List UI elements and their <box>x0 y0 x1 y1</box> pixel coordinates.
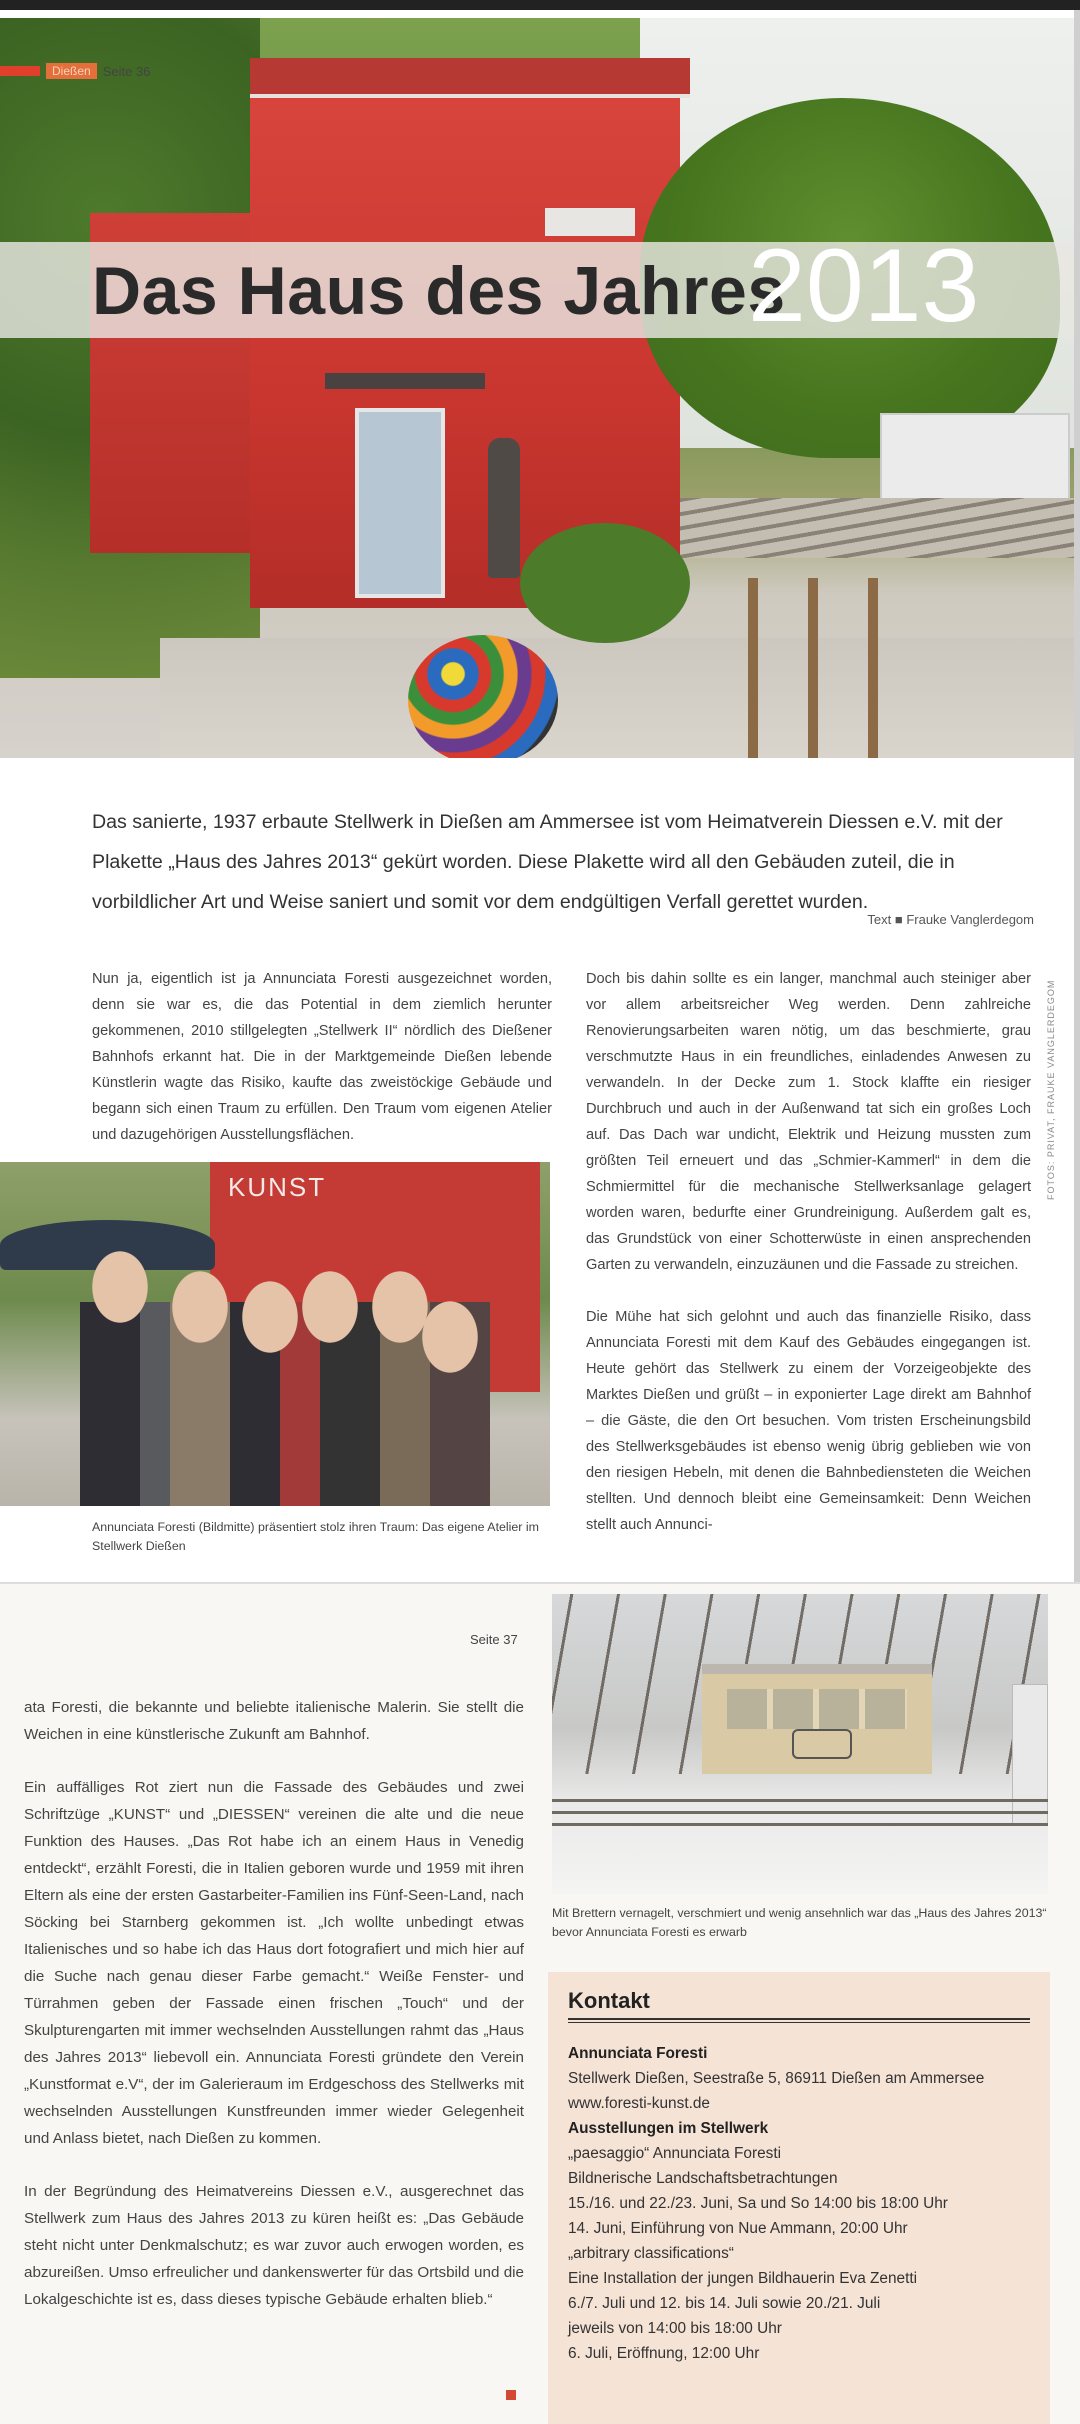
kontakt-line: 6. Juli, Eröffnung, 12:00 Uhr <box>568 2345 760 2362</box>
hero-door-canopy <box>325 373 485 389</box>
kicker-section: Dießen <box>46 63 97 79</box>
photo-credit-vertical: FOTOS: PRIVAT, FRAUKE VANGLERDEGOM <box>1046 979 1056 1200</box>
winter-photo-graffiti <box>792 1729 852 1759</box>
title-year: 2013 <box>748 228 980 344</box>
article-end-mark <box>506 2390 516 2400</box>
kontakt-lines <box>568 2041 1030 2366</box>
article-paragraph: In der Begründung des Heimatvereins Diessen e.V., ausgerechnet das Stellwerk zum Haus des Jahres 2013 zu küren heißt es: „Das Gebäude steht nicht unter Denkmalschutz; es war zuvor auch erwogen worden, es abzureißen. Umso erfreulicher und dankenswerter für das Ortsbild und die Lokalgeschichte ist es, dass dieses typische Gebäude erhalten blieb.“ <box>24 2183 524 2308</box>
hero-fence <box>748 578 878 758</box>
hero-roof <box>250 58 690 98</box>
page-kicker <box>0 62 150 80</box>
kicker-page-number: Seite 36 <box>102 63 151 79</box>
magazine-page-37 <box>0 1582 1080 2424</box>
scan-edge <box>1074 10 1080 1582</box>
author-credit <box>867 912 1034 927</box>
kontakt-line: 6./7. Juli und 12. bis 14. Juli sowie 20./21. Juli <box>568 2295 881 2312</box>
kontakt-box <box>548 1972 1050 2424</box>
article-paragraph: ata Foresti, die bekannte und beliebte italienische Malerin. Sie stellt die Weichen in eine künstlerische Zukunft am Bahnhof. <box>24 1699 524 1743</box>
hero-bush <box>520 523 690 643</box>
intro-paragraph: Das sanierte, 1937 erbaute Stellwerk in Dießen am Ammersee ist vom Heimatverein Diessen e.V. mit der Plakette „Haus des Jahres 2013“ gekürt worden. Diese Plakette wird all den Gebäuden zuteil, die in vorbildlicher Art und Weise saniert und somit vor dem endgültigen Verfall gerettet wurden. <box>92 811 1003 913</box>
article-column-2 <box>586 966 1031 1564</box>
kontakt-line: www.foresti-kunst.de <box>568 2095 710 2112</box>
author-credit-text: Text ■ Frauke Vanglerdegom <box>867 912 1034 927</box>
winter-photo-rails <box>552 1799 1048 1827</box>
article-paragraph: Doch bis dahin sollte es ein langer, manchmal auch steiniger aber vor allem arbeitsreicher Weg werden. Denn zahlreiche Renovierungsarbeiten waren nötig, um das beschmierte, grau verschmutzte Haus in ein freundliches, einladendes Anwesen zu verwandeln. In der Decke zum 1. Stock klaffte ein riesiger Durchbruch und auch in der Außenwand tat sich ein großes Loch auf. Das Dach war undicht, Elektrik und Heizung mussten zum größten Teil erneuert und das „Schmier-Kammerl“ in dem die Schmiermittel für die mechanische Stellwerksanlage gelagert worden waren, bedurfte einer Grundreinigung. Außerdem galt es, das Grundstück von einer Schotterwüste in einen ansprechenden Garten zu verwandeln, einzuzäunen und die Fassade zu streichen. <box>586 971 1031 1273</box>
group-photo <box>0 1162 550 1506</box>
group-photo-sign: KUNST <box>228 1172 327 1202</box>
kontakt-line: Annunciata Foresti <box>568 2045 708 2062</box>
winter-photo-stellwerk <box>552 1594 1048 1894</box>
kontakt-line: Bildnerische Landschaftsbetrachtungen <box>568 2170 838 2187</box>
group-photo-people-faces <box>80 1247 480 1506</box>
article-column-1 <box>92 966 552 1174</box>
article-paragraph: Ein auffälliges Rot ziert nun die Fassade des Gebäudes und zwei Schriftzüge „KUNST“ und „DIESSEN“ vereinen die alte und die neue Funktion des Hauses. „Das Rot habe ich an einem Haus in Venedig entdeckt“, erzählt Foresti, die in Italien geboren wurde und 1959 mit ihren Eltern als eine der ersten Gastarbeiter-Familien ins Fünf-Seen-Land, nach Söcking bei Starnberg gekommen ist. „Ich wollte unbedingt etwas Italienisches und so habe ich das Haus dort fotografiert und mich hier auf die Suche nach genau dieser Farbe gemacht.“ Weiße Fenster- und Türrahmen geben der Fassade einen frischen „Touch“ und der Skulpturengarten mit immer wechselnden Ausstellungen rahmt das „Haus des Jahres 2013“ liebevoll ein. Annunciata Foresti gründete den Verein „Kunstformat e.V“, der im Galerieraum im Erdgeschoss des Stellwerks mit wechselnden Ausstellungen Kunstfreunden immer wieder Gelegenheit und Anlass bietet, nach Dießen zu kommen. <box>24 1779 524 2147</box>
kontakt-line: jeweils von 14:00 bis 18:00 Uhr <box>568 2320 782 2337</box>
hero-statue <box>488 438 520 578</box>
hero-window <box>545 208 635 236</box>
article-paragraph: Die Mühe hat sich gelohnt und auch das finanzielle Risiko, dass Annunciata Foresti mit dem Kauf des Gebäudes eingegangen ist. Heute gehört das Stellwerk zu einem der Vorzeigeobjekte des Marktes Dießen und grüßt – in exponierter Lage direkt am Bahnhof – die Gäste, die den Ort besuchen. Vom tristen Erscheinungsbild des Stellwerksgebäudes ist ebenso wenig übrig geblieben wie von den riesigen Hebeln, mit denen die Bahnbediensteten die Weichen stellten. Und dennoch bleibt eine Gemeinsamkeit: Denn Weichen stellt auch Annunci- <box>586 1309 1031 1533</box>
kontakt-rule <box>568 2022 1030 2023</box>
kontakt-line: „arbitrary classifications“ <box>568 2245 734 2262</box>
kontakt-line: Eine Installation der jungen Bildhauerin Eva Zenetti <box>568 2270 918 2287</box>
hero-photo-stellwerk <box>0 18 1076 758</box>
article-paragraph: Nun ja, eigentlich ist ja Annunciata Foresti ausgezeichnet worden, denn sie war es, die das Potential in dem ziemlich herunter gekommenen, 2010 stillgelegten „Stellwerk II“ nördlich des Dießener Bahnhofs erkannt hat. Die in der Marktgemeinde Dießen lebende Künstlerin wagte das Risiko, kaufte das zweistöckige Gebäude und begann sich einen Traum zu erfüllen. Den Traum vom eigenen Atelier und dazugehörigen Ausstellungsflächen. <box>92 971 552 1143</box>
page-number: Seite 37 <box>470 1632 518 1647</box>
kontakt-line: Stellwerk Dießen, Seestraße 5, 86911 Dießen am Ammersee <box>568 2070 985 2087</box>
hero-gravel <box>160 638 1076 758</box>
winter-photo-caption: Mit Brettern vernagelt, verschmiert und wenig ansehnlich war das „Haus des Jahres 2013“ bevor Annunciata Foresti es erwarb <box>552 1906 1047 1939</box>
kicker-red-bar <box>0 66 40 76</box>
hero-tracks <box>680 498 1076 558</box>
kontakt-line: 14. Juni, Einführung von Nue Ammann, 20:00 Uhr <box>568 2220 908 2237</box>
hero-mosaic-ball <box>408 635 558 758</box>
kontakt-line: „paesaggio“ Annunciata Foresti <box>568 2145 782 2162</box>
group-photo-caption: Annunciata Foresti (Bildmitte) präsentiert stolz ihren Traum: Das eigene Atelier im Stellwerk Dießen <box>92 1520 539 1553</box>
kontakt-line: Ausstellungen im Stellwerk <box>568 2120 769 2137</box>
kontakt-heading: Kontakt <box>568 1988 1030 2020</box>
page-title: Das Haus des Jahres <box>92 253 786 329</box>
article-column-3 <box>24 1694 524 2339</box>
winter-photo-boarded-windows <box>727 1689 907 1729</box>
hero-door <box>355 408 445 598</box>
kontakt-line: 15./16. und 22./23. Juni, Sa und So 14:00 bis 18:00 Uhr <box>568 2195 948 2212</box>
